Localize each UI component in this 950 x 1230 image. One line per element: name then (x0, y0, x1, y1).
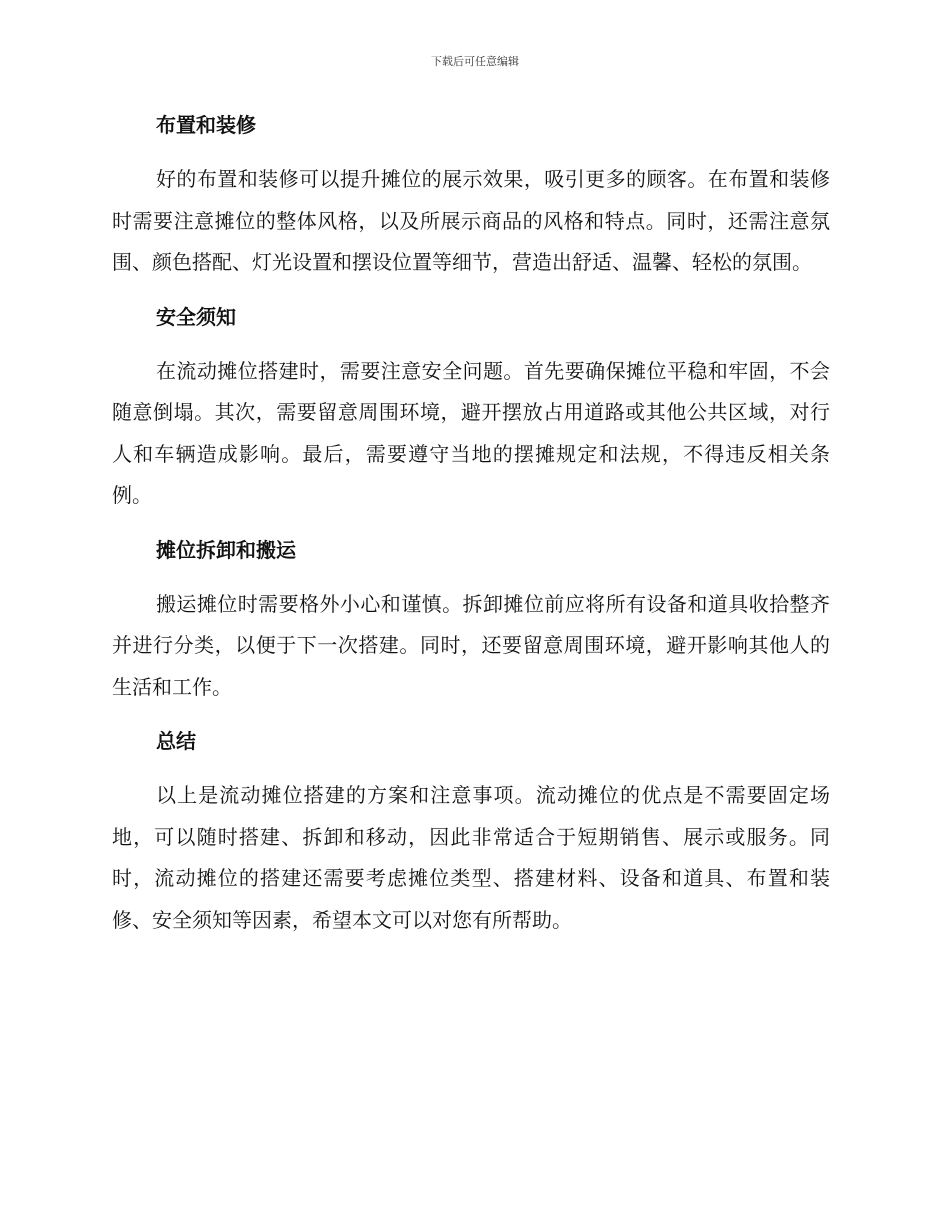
section-heading: 布置和装修 (156, 113, 256, 137)
section-disassembly-transport (112, 529, 830, 709)
section-paragraph: 在流动摊位搭建时，需要注意安全问题。首先要确保摊位平稳和牢固，不会随意倒塌。其次，需要留意周围环境，避开摆放占用道路或其他公共区域，对行人和车辆造成影响。最后，需要遵守当地的摆摊规定和法规，不得违反相关条例。 (112, 358, 830, 507)
document-body (112, 104, 830, 953)
section-paragraph: 好的布置和装修可以提升摊位的展示效果，吸引更多的顾客。在布置和装修时需要注意摊位的整体风格，以及所展示商品的风格和特点。同时，还需注意氛围、颜色搭配、灯光设置和摆设位置等细节，营造出舒适、温馨、轻松的氛围。 (112, 167, 830, 274)
page-header: 下载后可任意编辑 (431, 55, 519, 68)
section-safety-notice (112, 296, 830, 517)
section-paragraph: 搬运摊位时需要格外小心和谨慎。拆卸摊位前应将所有设备和道具收拾整齐并进行分类，以便于下一次搭建。同时，还要留意周围环境，避开影响其他人的生活和工作。 (112, 591, 830, 699)
section-summary (112, 720, 830, 941)
section-paragraph: 以上是流动摊位搭建的方案和注意事项。流动摊位的优点是不需要固定场地，可以随时搭建、拆卸和移动，因此非常适合于短期销售、展示或服务。同时，流动摊位的搭建还需要考虑摊位类型、搭建材料、设备和道具、布置和装修、安全须知等因素，希望本文可以对您有所帮助。 (112, 783, 830, 932)
section-heading: 总结 (156, 729, 196, 753)
section-heading: 安全须知 (156, 304, 236, 329)
section-layout-decoration (112, 104, 830, 284)
section-heading: 摊位拆卸和搬运 (156, 537, 296, 562)
